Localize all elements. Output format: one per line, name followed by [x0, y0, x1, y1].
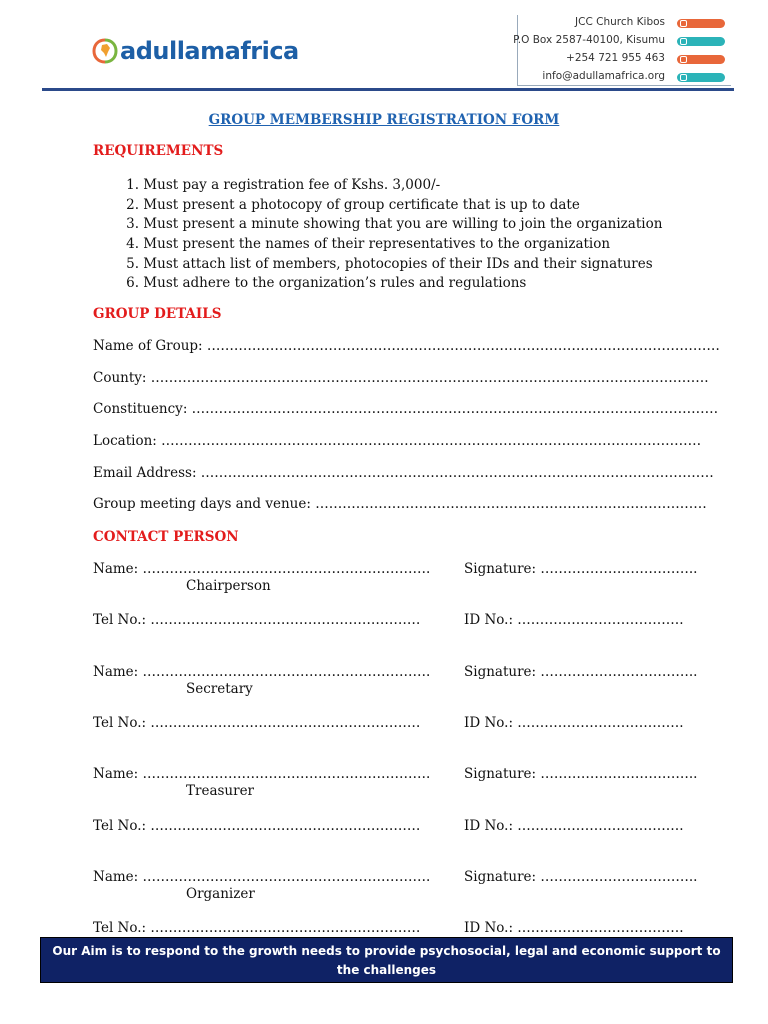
header-divider [42, 88, 734, 91]
secretary-tel-field[interactable]: Tel No.: …………………………………………………… [93, 715, 421, 731]
constituency-field[interactable]: Constituency: ……………………………………………………………………………………………………… [93, 401, 719, 417]
contact-email: info@adullamafrica.org [542, 70, 665, 82]
chairperson-id-field[interactable]: ID No.: ………………………………. [464, 612, 684, 628]
form-title: GROUP MEMBERSHIP REGISTRATION FORM [208, 112, 560, 128]
secretary-name-field[interactable]: Name: ………………………………………………………. [93, 664, 431, 680]
role-label-secretary: Secretary [186, 681, 253, 697]
mail-tab-icon [677, 37, 725, 46]
treasurer-tel-field[interactable]: Tel No.: …………………………………………………… [93, 818, 421, 834]
email-address-field[interactable]: Email Address: …………………………………………………………………………………………………… [93, 465, 714, 481]
role-label-treasurer: Treasurer [186, 783, 255, 799]
list-item: 5. Must attach list of members, photocopies of their IDs and their signatures [126, 255, 653, 272]
county-field[interactable]: County: ……………………………………………………………………………………………………………. [93, 370, 709, 386]
chairperson-signature-field[interactable]: Signature: …………………………….. [464, 561, 698, 577]
list-item: 3. Must present a minute showing that you are willing to join the organization [126, 216, 663, 233]
chairperson-tel-field[interactable]: Tel No.: …………………………………………………… [93, 612, 421, 628]
organizer-name-field[interactable]: Name: ………………………………………………………. [93, 869, 431, 885]
list-item: 1. Must pay a registration fee of Kshs. 3,000/- [126, 177, 441, 193]
organizer-tel-field[interactable]: Tel No.: …………………………………………………… [93, 920, 421, 936]
footer-line-1: Our Aim is to respond to the growth needs to provide psychosocial, legal and economic support to the challenges [52, 944, 721, 977]
email-tab-icon [677, 73, 725, 82]
contact-person-heading: CONTACT PERSON [93, 529, 239, 545]
treasurer-name-field[interactable]: Name: ………………………………………………………. [93, 766, 431, 782]
list-item: 4. Must present the names of their representatives to the organization [126, 236, 611, 253]
brand-name: adullamafrica [120, 37, 299, 65]
chairperson-name-field[interactable]: Name: ………………………………………………………. [93, 561, 431, 577]
footer-line-2: of the vulnerable members and the community they live in. [185, 982, 588, 996]
group-name-field[interactable]: Name of Group: …………………………………………………………………………………………………… [93, 338, 720, 354]
list-item: 2. Must present a photocopy of group certificate that is up to date [126, 196, 580, 213]
africa-logo-icon [92, 38, 118, 64]
role-label-organizer: Organizer [186, 886, 255, 902]
list-item: 6. Must adhere to the organization’s rules and regulations [126, 275, 527, 292]
phone-tab-icon [677, 55, 725, 64]
treasurer-signature-field[interactable]: Signature: …………………………….. [464, 766, 698, 782]
location-tab-icon [677, 19, 725, 28]
contact-phone: +254 721 955 463 [566, 52, 665, 64]
contact-info-box [513, 15, 731, 86]
organizer-id-field[interactable]: ID No.: ………………………………. [464, 920, 684, 936]
location-field[interactable]: Location: ………………………………………………………………………………………………………… [93, 433, 702, 449]
secretary-signature-field[interactable]: Signature: …………………………….. [464, 664, 698, 680]
logo [92, 34, 332, 68]
requirements-heading: REQUIREMENTS [93, 143, 224, 159]
contact-address-line1: JCC Church Kibos [575, 16, 665, 28]
organizer-signature-field[interactable]: Signature: …………………………….. [464, 869, 698, 885]
role-label-chairperson: Chairperson [186, 578, 271, 594]
contact-address-line2: P.O Box 2587-40100, Kisumu [513, 34, 665, 46]
footer-aim-banner [40, 937, 733, 996]
requirements-list [93, 176, 662, 294]
group-details-heading: GROUP DETAILS [93, 306, 222, 322]
secretary-id-field[interactable]: ID No.: ………………………………. [464, 715, 684, 731]
meeting-days-venue-field[interactable]: Group meeting days and venue: …………………………………………………………………………… [93, 496, 707, 512]
treasurer-id-field[interactable]: ID No.: ………………………………. [464, 818, 684, 834]
